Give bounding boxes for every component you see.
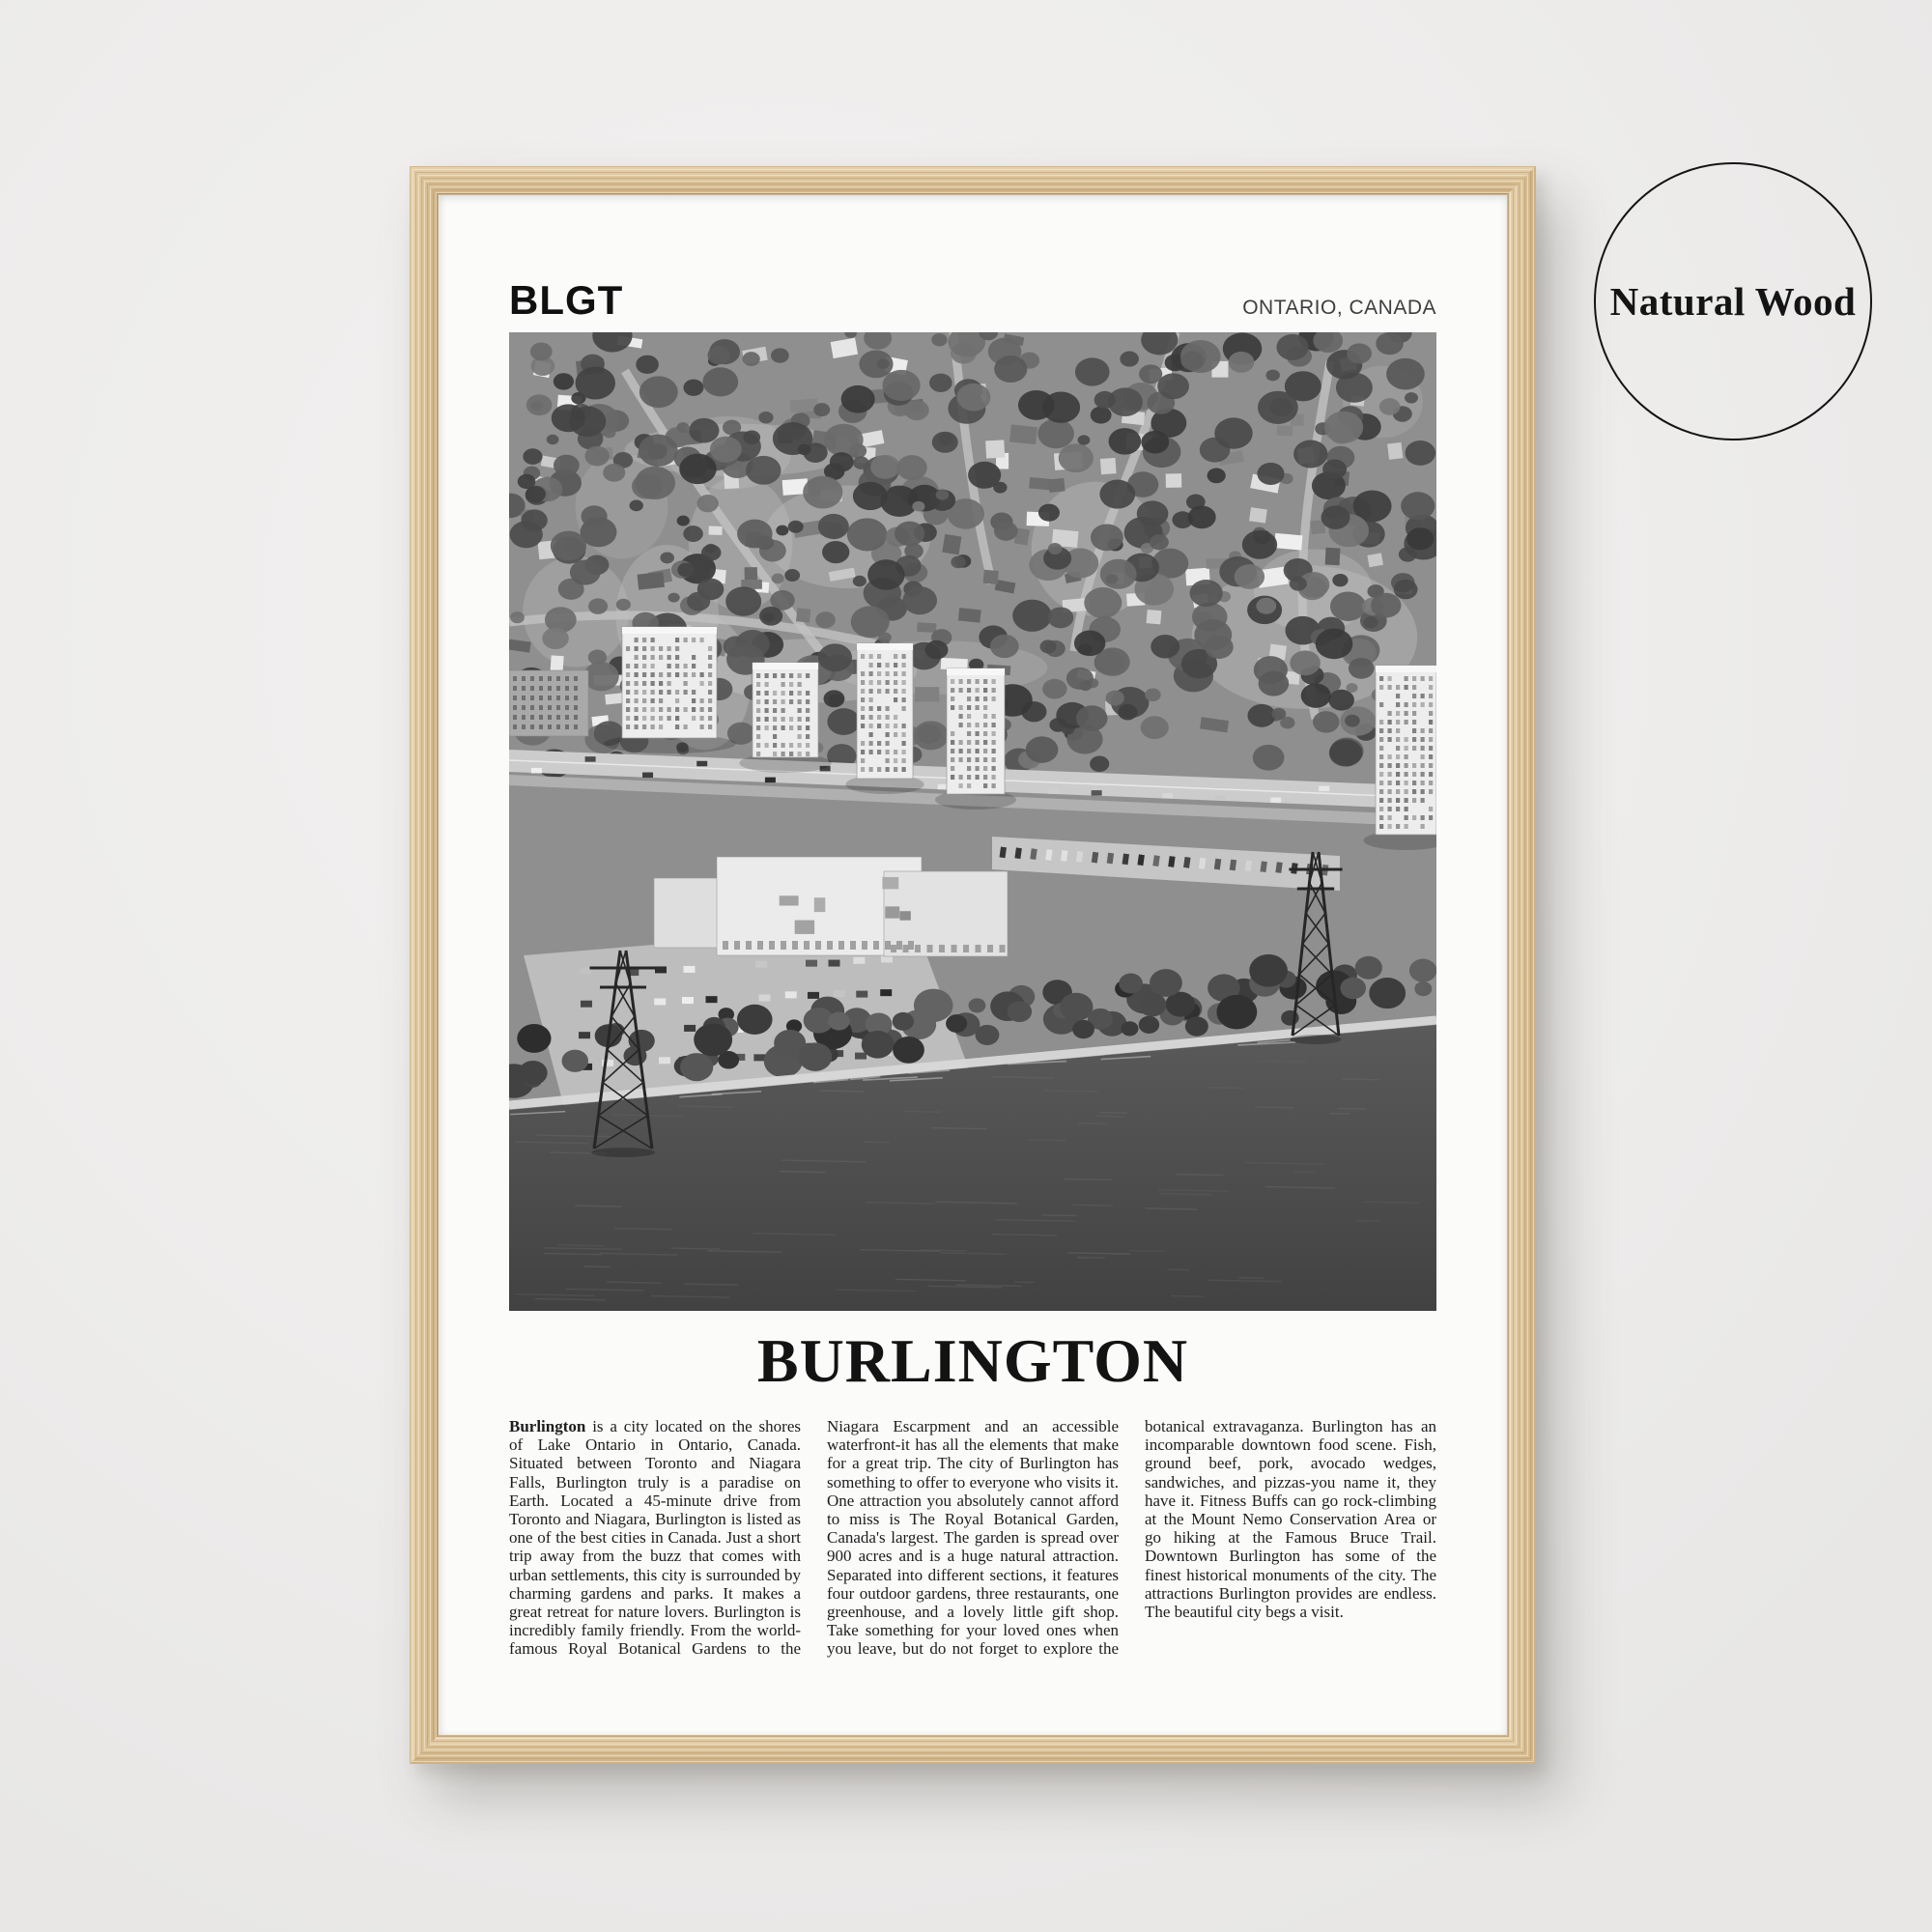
frame-bar-left bbox=[410, 166, 439, 1764]
natural-wood-badge bbox=[1594, 162, 1872, 440]
city-code-label: BLGT bbox=[509, 277, 624, 323]
frame-bar-top bbox=[410, 166, 1536, 195]
poster-header bbox=[509, 277, 1436, 323]
poster-frame bbox=[410, 166, 1536, 1764]
poster-content bbox=[509, 195, 1436, 1659]
body-lead-word: Burlington bbox=[509, 1417, 586, 1435]
body-paragraph: is a city located on the shores of Lake Ontario in Ontario, Canada. Situated between Toronto and Niagara Falls, Burlington truly is a paradise on Earth. Located a 45-minute drive from Toronto and Niagara, Burlington is listed as one of the best cities in Canada. Just a short trip away from the buzz that comes with urban settlements, this city is surrounded by charming gardens and parks. It makes a great retreat for nature lovers. Burlington is incredibly family friendly. From the world-famous Royal Botanical Gardens to the Niagara Escarpment and an accessible waterfront-it has all the elements that make for a great trip. The city of Burlington has something to offer to everyone who visits it. One attraction you absolutely cannot afford to miss is The Royal Botanical Garden, Canada's largest. The garden is spread over 900 acres and is a huge natural attraction. Separated into different sections, it features four outdoor gardens, three restaurants, one greenhouse, and a lovely little gift shop. Take something for your loved ones when you leave, but do not forget to explore the botanical extravaganza. Burlington has an incomparable downtown food scene. Fish, ground beef, pork, avocado wedges, sandwiches, and pizzas-you name it, they have it. Fitness Buffs can go rock-climbing at the Mount Nemo Conservation Area or go hiking at the Famous Bruce Trail. Downtown Burlington has some of the finest historical monuments of the city. The attractions Burlington provides are endless. The beautiful city begs a visit. bbox=[509, 1417, 1436, 1659]
poster bbox=[439, 195, 1507, 1735]
poster-title: BURLINGTON bbox=[756, 1326, 1189, 1395]
aerial-photo-illustration bbox=[509, 332, 1436, 1311]
frame-bar-bottom bbox=[410, 1735, 1536, 1764]
body-text-columns bbox=[509, 1417, 1436, 1659]
aerial-photo bbox=[509, 332, 1436, 1311]
frame-bar-right bbox=[1507, 166, 1536, 1764]
location-label: ONTARIO, CANADA bbox=[1242, 297, 1436, 319]
badge-label: Natural Wood bbox=[1609, 279, 1857, 324]
